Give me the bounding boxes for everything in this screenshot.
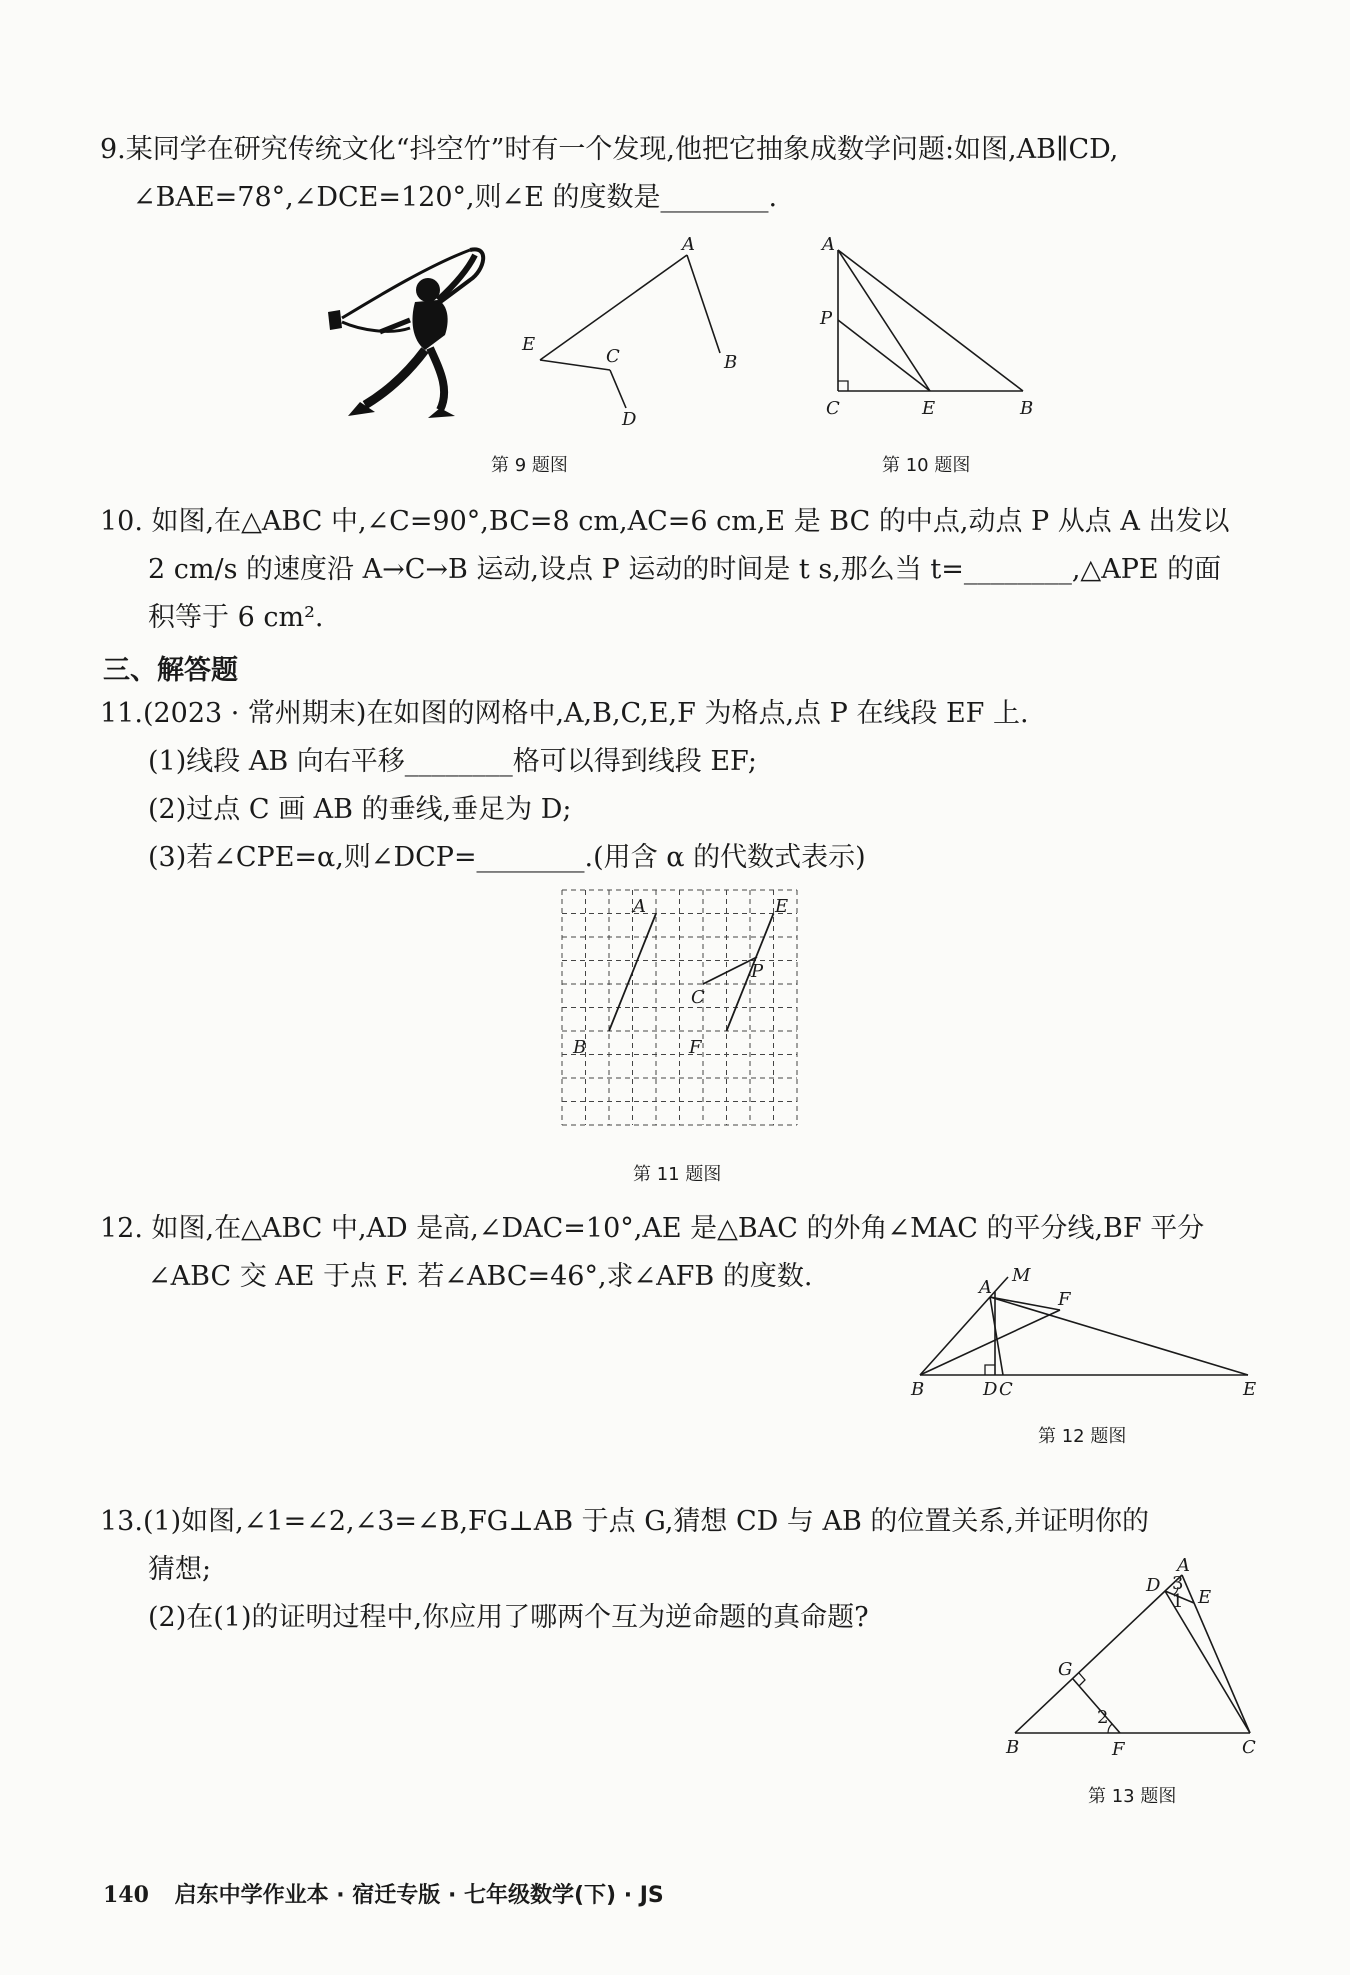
fig10-label-A: A [822,234,835,255]
fig10-label-C: C [826,398,840,419]
page-footer [103,1878,664,1909]
fig10-label-P: P [820,308,833,329]
fig9-geometry [510,230,750,430]
fig13-geometry [1000,1555,1280,1765]
q12-text-line-1: 12. 如图,在△ABC 中,AD 是高,∠DAC=10°,AE 是△BAC 的外角∠MAC 的平分线,BF 平分 [100,1213,1205,1244]
q9-text-line-1: 9.某同学在研究传统文化“抖空竹”时有一个发现,他把它抽象成数学问题:如图,AB∥CD, [100,134,1119,165]
fig9-caption: 第 9 题图 [491,455,568,476]
fig9-label-B: B [724,352,738,373]
fig9-label-E: E [522,334,536,355]
fig12-label-C: C [999,1379,1013,1400]
fig11-label-F: F [689,1037,702,1058]
q9-text-line-2: ∠BAE=78°,∠DCE=120°,则∠E 的度数是________. [133,182,778,213]
fig13-caption: 第 13 题图 [1088,1786,1177,1807]
fig11-label-P: P [751,961,764,982]
fig13-label-1: 1 [1172,1591,1184,1612]
fig9-label-C: C [606,346,620,367]
fig11-label-B: B [573,1037,587,1058]
fig11-label-A: A [633,896,646,917]
fig11-grid [555,885,805,1130]
fig11-label-C: C [691,987,705,1008]
fig12-label-A: A [979,1277,992,1298]
fig10-label-B: B [1020,398,1034,419]
fig12-label-F: F [1058,1289,1071,1310]
fig13-label-D: D [1146,1575,1161,1596]
fig13-label-2: 2 [1097,1707,1109,1728]
q11-text-line-3: (2)过点 C 画 AB 的垂线,垂足为 D; [148,794,572,825]
q13-text-line-2: 猜想; [148,1554,212,1585]
fig12-label-M: M [1012,1265,1031,1286]
fig13-label-A: A [1177,1555,1190,1576]
q10-text-line-2: 2 cm/s 的速度沿 A→C→B 运动,设点 P 运动的时间是 t s,那么当 t=________,△APE 的面 [148,554,1222,585]
fig13-label-F: F [1112,1739,1125,1760]
fig10-geometry [810,228,1050,428]
fig13-label-E: E [1198,1587,1212,1608]
q10-text-line-3: 积等于 6 cm². [148,602,324,633]
q10-text-line-1: 10. 如图,在△ABC 中,∠C=90°,BC=8 cm,AC=6 cm,E 是 BC 的中点,动点 P 从点 A 出发以 [100,506,1230,537]
fig13-label-3: 3 [1172,1573,1184,1594]
fig9-label-A: A [682,234,695,255]
fig12-label-D: D [983,1379,998,1400]
fig11-caption: 第 11 题图 [633,1164,722,1185]
fig9-label-D: D [622,409,637,430]
fig9-diabolo-illustration [320,240,500,425]
fig12-label-B: B [911,1379,925,1400]
q11-text-line-4: (3)若∠CPE=α,则∠DCP=________.(用含 α 的代数式表示) [148,842,866,873]
q11-text-line-1: 11.(2023 · 常州期末)在如图的网格中,A,B,C,E,F 为格点,点 P 在线段 EF 上. [100,698,1029,729]
fig11-label-E: E [775,896,789,917]
q13-text-line-3: (2)在(1)的证明过程中,你应用了哪两个互为逆命题的真命题? [148,1602,869,1633]
q11-text-line-2: (1)线段 AB 向右平移________格可以得到线段 EF; [148,746,757,777]
fig12-label-E: E [1243,1379,1257,1400]
fig13-label-C: C [1242,1737,1256,1758]
fig13-label-B: B [1006,1737,1020,1758]
fig10-label-E: E [922,398,936,419]
fig12-caption: 第 12 题图 [1038,1426,1127,1447]
fig10-caption: 第 10 题图 [882,455,971,476]
book-title: 启东中学作业本 · 宿迁专版 · 七年级数学(下) · JS [174,1883,664,1908]
q12-text-line-2: ∠ABC 交 AE 于点 F. 若∠ABC=46°,求∠AFB 的度数. [148,1261,813,1292]
fig13-label-G: G [1058,1659,1073,1680]
section-title: 三、解答题 [103,655,238,686]
page-number: 140 [103,1882,149,1908]
fig12-geometry [905,1265,1275,1405]
q13-text-line-1: 13.(1)如图,∠1=∠2,∠3=∠B,FG⊥AB 于点 G,猜想 CD 与 AB 的位置关系,并证明你的 [100,1506,1149,1537]
